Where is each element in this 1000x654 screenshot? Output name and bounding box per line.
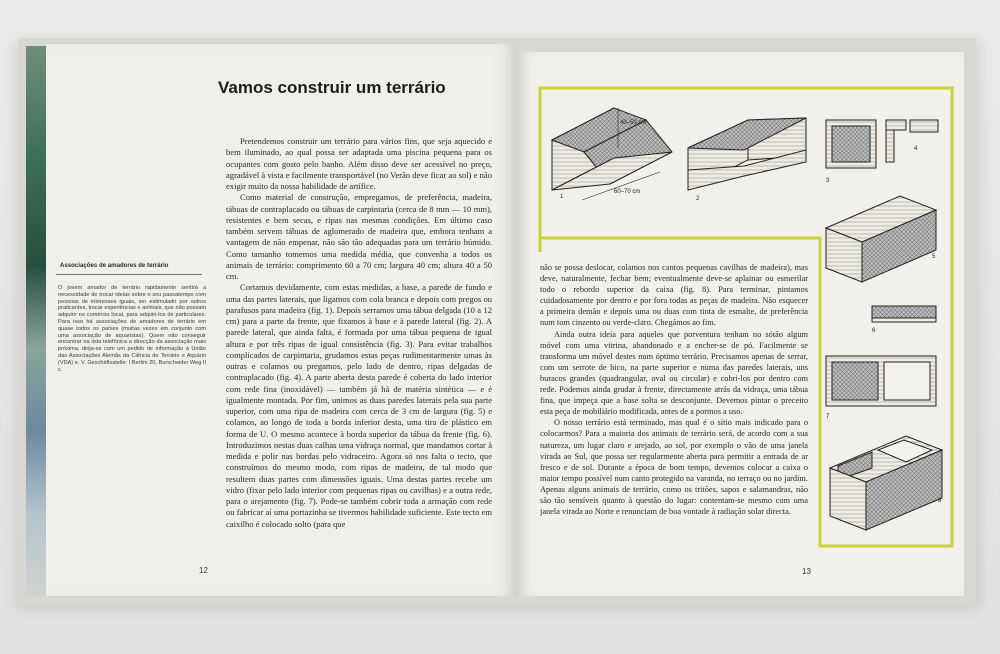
paragraph: Como material de construção, empregamos, de preferência, madeira, tábuas de contraplacado ou tábuas de carpintaria (cerca de 8 mm — 10 mm), resistentes e bem secas, e ripas nas mesmas condições. Em último caso também servem tábuas de aglomerado de madeira que, embora tenham a vantagem de não empenar, não são tão adequadas para um terrário húmido. Como tamanho tomemos uma medida média, que convenha a todos os animais de terrário: comprimento 60 a 70 cm; largura 40 cm; altura 40 a 50 cm.: [226, 192, 492, 281]
sidebar-text: O jovem amador de terrário rapidamente sentirá a necessidade de trocar ideias sobre o seu passatempo com pessoas de interesses iguais, ser estimulado por outros praticantes, trocar experiências e animais, que não possam adquirir no comércio local, para adquiri-los de particulares. Para isso há associações de amadores de terrário em quase todos os países (muitas vezes em conjunto com uma associação de aquaristas). Quem não conseguir encontrar na lista telefónica a direcção da associação mais próxima, dirija-se com um pedido de informação à União das Associações Alemãs da Ciência de Terrário e Aquário (VDA) e. V. Geschäftsstelle: I Berlim 20, Burscheider Weg II c.: [58, 285, 206, 373]
figure-6-label: 6: [872, 328, 876, 334]
paragraph: Cortamos devidamente, com estas medidas, a base, a parede de fundo e uma das partes laterais, que ligamos com cola branca e depois com pregos ou parafusos para madeira (fig. 1). Depois serramos uma tábua delgada (10 a 12 cm) para a parte da frente, que fixamos à base e à parede lateral (fig. 2). A parede lateral, que ainda falta, é formada por uma tábua pequena de igual altura e por três ripas de igual consistência (fig. 3). Para evitar trabalhos complicados de carpintaria, grudamos estas peças rudimentarmente umas às outras e colamos ou pregamos, pelo lado de dentro, ripas delgadas de contraplacado (fig. 4). A parte aberta desta parede é coberta do lado interior com rede fina (inoxidável) — também já há de matéria sintética — e é igualmente montada. Por fim, unimos as duas paredes laterais pela sua parte superior, com uma ripa de madeira com cerca de 3 cm de largura (fig. 5) e colamos, ao longo de toda a borda inferior desta, uma tira de plástico em forma de U. O mesmo acontece à borda superior da tábua da frente (fig. 6). Introduzimos nestas duas calhas uma vidraça normal, que mandamos cortar à medida e polir nas bordas pelo vidraceiro. Agora só nos falta o tecto, que construímos do mesmo modo, com ripas de madeira, de tal modo que resultem duas partes com dimensões iguais. Uma destas partes recebe um vidro (fixar pelo lado interior com pequenas ripas ou cavilhas) e a outra rede, para o arejamento (fig. 7). Pode-se também cobrir toda a armação com rede ou fabricar aí uma portazinha se tivermos habilidade suficiente. Este tecto em caixilho é colocado solto (para que: [226, 282, 492, 529]
figure-1-label: 1: [560, 194, 564, 200]
figure-5-label: 5: [932, 254, 936, 260]
page-number-right: 13: [802, 567, 811, 576]
figure-8: [830, 436, 942, 530]
height-label: 40–50 cm: [620, 120, 647, 126]
right-body-text: [540, 262, 808, 558]
figure-7: [826, 356, 936, 406]
length-label: 60–70 cm: [614, 189, 641, 195]
paragraph: não se possa deslocar, colamos nos cantos pequenas cavilhas de madeira), mas deve, naturalmente, fechar bem; eventualmente deve-se aplainar ou esmerilar todo o rebordo superior da caixa (fig. 8). Para terminar, pintamos cuidadosamente por dentro e por fora todas as peças de madeira. Não esquecer a primeira demão e depois uma ou duas com tinta de esmalte, de preferência num tom cinzento ou verde-claro. Chegámos ao fim.: [540, 263, 808, 328]
page-title: Vamos construir um terrário: [218, 78, 446, 97]
paragraph: Pretendemos construir um terrário para vários fins, que seja aquecido e bem iluminado, ao qual possa ser adaptada uma piscina pequena para os ocupantes com gosto pelo banho. Além disso deve ser acessível no preço, agradável à vista e facilmente transportável (no Verão deve ficar ao sol) e não exigir muito da nossa habilidade de artífice.: [226, 136, 492, 191]
paragraph: Ainda outra ideia para aqueles que porventura tenham no sótão algum móvel com uma vitrina, abandonado e a encher-se de pó. Facilmente se transforma um móvel destes num óptimo terrário. Precisamos apenas de serrar, com um serrote de bico, na parte superior e numa das paredes laterais, uns buracos grandes (quadrangular, oval ou circular) e cobri-los por dentro com rede. Podemos ainda grudar à frente, directamente atrás da vidraça, uma tábua fina, que impeça que a base solta se desconjunte. Devemos pintar o preceito esta peça de mobiliário modificada, antes de a pormos a uso.: [540, 329, 808, 417]
figure-2-label: 2: [696, 196, 700, 202]
figure-5: [826, 196, 936, 282]
page-number-left: 12: [199, 566, 208, 575]
figure-8-label: 8: [938, 498, 942, 504]
paragraph: O nosso terrário está terminado, mas qual é o sítio mais indicado para o colocarmos? Para a maioria dos animais de terrário será, de acordo com a sua natureza, um lugar claro e arejado, ao sol, por exemplo o vão de uma janela virada ao Sul, que possa ser regularmente aberta para permitir a entrada de ar fresco e de sol. Durante a época de bom tempo, devemos colocar a caixa o maior tempo possível num canto protegido na varanda, no terraço ou no jardim. Apenas alguns animais de terrário, como os tritões, sapos e salamandras, não são tão sensíveis quanto à questão do lugar: contentam-se mesmo com uma janela virada ao Norte e renunciam de boa vontade à radiação solar directa.: [540, 418, 808, 517]
sidebar-heading: Associações de amadores de terrário: [60, 262, 169, 269]
figure-4-label: 4: [914, 146, 918, 152]
figure-6: [872, 306, 936, 322]
figure-4: [886, 120, 938, 162]
figure-2: [688, 118, 806, 190]
figure-3-label: 3: [826, 178, 830, 184]
figure-3: [826, 120, 876, 168]
figure-1: [552, 108, 672, 200]
figure-7-label: 7: [826, 414, 830, 420]
